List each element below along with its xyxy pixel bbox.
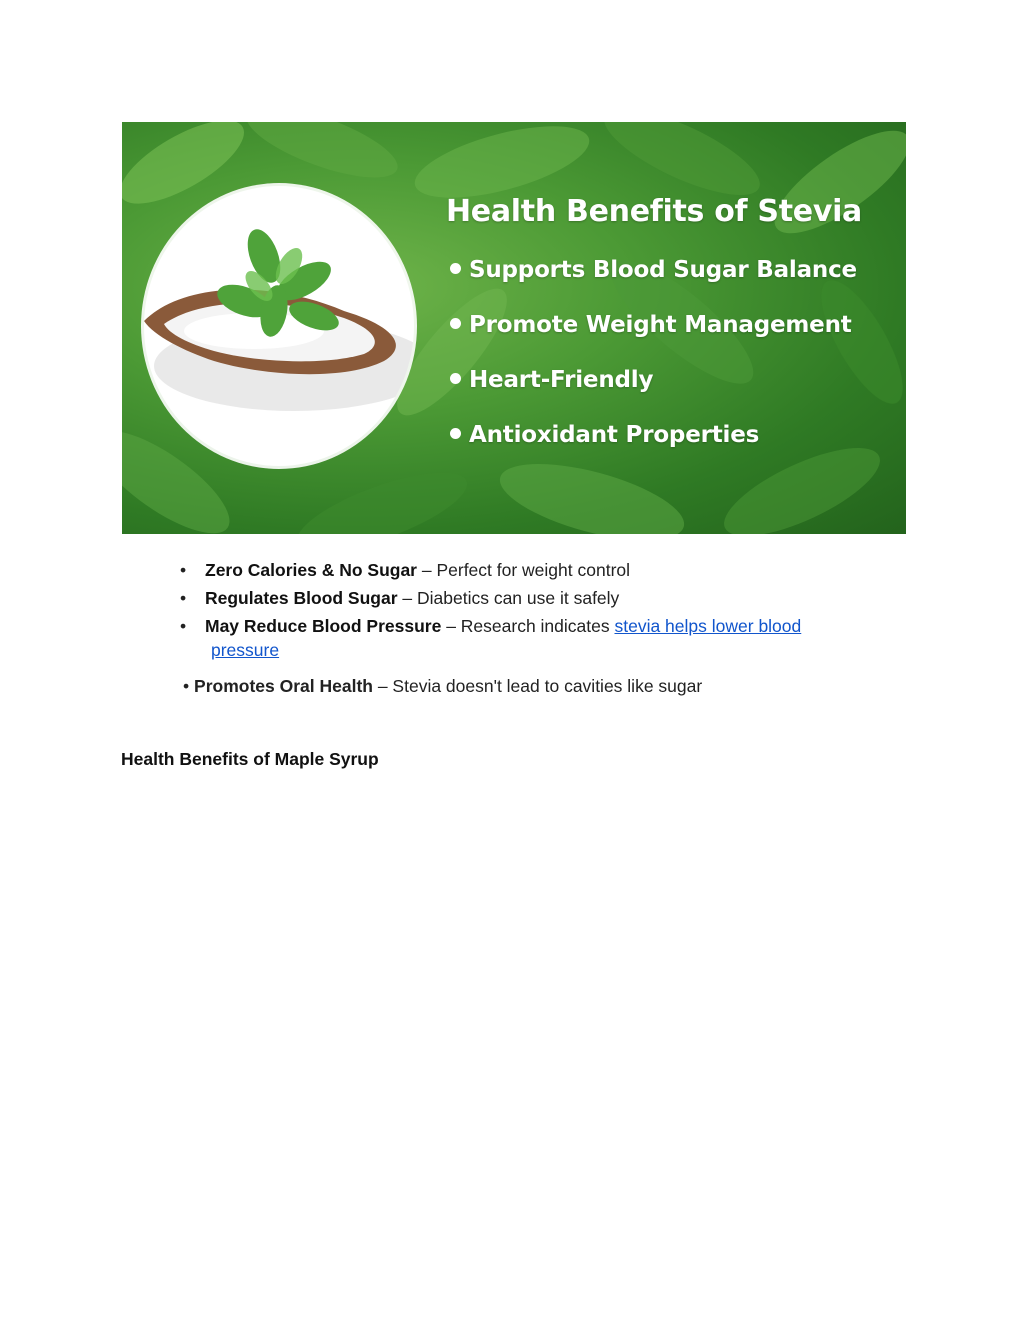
item-bold: May Reduce Blood Pressure <box>205 616 442 636</box>
bullet-dot-icon <box>450 373 461 384</box>
banner-item: Heart-Friendly <box>446 367 862 422</box>
bullet-dot-icon <box>450 263 461 274</box>
item-bold: Regulates Blood Sugar <box>205 588 398 608</box>
banner-item: Promote Weight Management <box>446 312 862 367</box>
bullet-dot-icon <box>450 428 461 439</box>
list-item-oral-health: • Promotes Oral Health – Stevia doesn't lead to cavities like sugar <box>183 676 703 696</box>
stevia-spoon-photo <box>144 186 414 466</box>
benefit-list <box>180 558 880 666</box>
banner-text <box>446 194 862 477</box>
banner-title: Health Benefits of Stevia <box>446 194 863 229</box>
stevia-blood-pressure-link[interactable]: stevia helps lower blood <box>614 616 802 636</box>
stevia-banner-image <box>122 122 906 534</box>
section-heading: Health Benefits of Maple Syrup <box>121 749 379 769</box>
stevia-blood-pressure-link-cont[interactable]: pressure <box>211 640 280 660</box>
item-bold: Zero Calories & No Sugar <box>205 560 417 580</box>
banner-item: Supports Blood Sugar Balance <box>446 257 862 312</box>
banner-item: Antioxidant Properties <box>446 422 862 477</box>
list-item: • May Reduce Blood Pressure – Research indicates stevia helps lower blood pressure <box>180 614 880 662</box>
list-item: • Zero Calories & No Sugar – Perfect for weight control <box>180 560 631 580</box>
bullet-dot-icon <box>450 318 461 329</box>
banner-list <box>446 257 862 477</box>
item-bold: Promotes Oral Health <box>194 676 373 696</box>
list-item: • Regulates Blood Sugar – Diabetics can use it safely <box>180 588 620 608</box>
